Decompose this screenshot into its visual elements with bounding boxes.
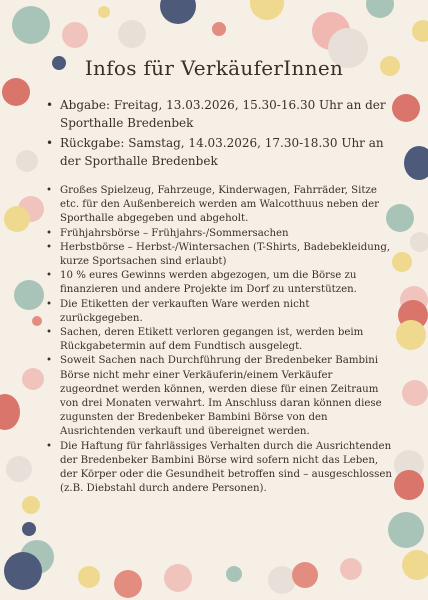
- decorative-dot: [292, 562, 318, 588]
- list-item: • Frühjahrsbörse – Frühjahrs-/Sommersachen: [46, 227, 392, 241]
- decorative-dot: [118, 20, 146, 48]
- list-item: • 10 % eures Gewinns werden abgezogen, um die Börse zu finanzieren und andere Projekte im Dorf zu unterstützen.: [46, 269, 392, 297]
- list-item-rueckgabe: • Rückgabe: Samstag, 14.03.2026, 17.30-18.30 Uhr an der Sporthalle Bredenbek: [46, 134, 396, 170]
- list-item: • Herbstbörse – Herbst-/Wintersachen (T-Shirts, Badebekleidung, kurze Sportsachen sind erlaubt): [46, 241, 392, 269]
- decorative-dot: [16, 150, 38, 172]
- decorative-dot: [392, 94, 420, 122]
- list-item: • Soweit Sachen nach Durchführung der Bredenbeker Bambini Börse nicht mehr einer Verkäuferin/einem Verkäufer zugeordnet werden können, werden diese für einen Zeitraum von drei Monaten verwahrt. Im Anschluss daran können diese zugunsten der Bredenbeker Bambini Börse von den Ausrichtenden verkauft und übereignet werden.: [46, 354, 392, 439]
- decorative-dot: [250, 0, 284, 20]
- list-item-abgabe: • Abgabe: Freitag, 13.03.2026, 15.30-16.30 Uhr an der Sporthalle Bredenbek: [46, 96, 396, 132]
- list-item: • Großes Spielzeug, Fahrzeuge, Kinderwagen, Fahrräder, Sitze etc. für den Außenbereich werden am Walcotthuus neben der Sporthalle abgegeben und abgeholt.: [46, 184, 392, 227]
- decorative-dot: [212, 22, 226, 36]
- decorative-dot: [62, 22, 88, 48]
- decorative-dot: [22, 522, 36, 536]
- decorative-dot: [388, 512, 424, 548]
- list-item: • Die Haftung für fahrlässiges Verhalten durch die Ausrichtenden der Bredenbeker Bambini Börse wird sofern nicht das Leben, der Körper oder die Gesundheit betroffen sind – ausgeschlossen (z.B. Diebstahl durch andere Personen).: [46, 440, 392, 497]
- decorative-dot: [402, 380, 428, 406]
- decorative-dot: [226, 566, 242, 582]
- decorative-dot: [410, 232, 428, 252]
- decorative-dot: [404, 146, 428, 180]
- info-list: [46, 184, 392, 496]
- dates-list: [46, 96, 396, 172]
- decorative-dot: [2, 78, 30, 106]
- decorative-dot: [340, 558, 362, 580]
- decorative-dot: [4, 206, 30, 232]
- decorative-dot: [14, 280, 44, 310]
- decorative-dot: [22, 496, 40, 514]
- decorative-dot: [394, 470, 424, 500]
- decorative-dot: [114, 570, 142, 598]
- decorative-dot: [366, 0, 394, 18]
- list-item: • Sachen, deren Etikett verloren gegangen ist, werden beim Rückgabetermin auf dem Fundtisch ausgelegt.: [46, 326, 392, 354]
- decorative-dot: [78, 566, 100, 588]
- decorative-dot: [402, 550, 428, 580]
- list-item: • Die Etiketten der verkauften Ware werden nicht zurückgegeben.: [46, 298, 392, 326]
- decorative-dot: [392, 252, 412, 272]
- decorative-dot: [4, 552, 42, 590]
- decorative-dot: [22, 368, 44, 390]
- decorative-dot: [32, 316, 42, 326]
- decorative-dot: [12, 6, 50, 44]
- decorative-dot: [98, 6, 110, 18]
- decorative-dot: [412, 20, 428, 42]
- decorative-dot: [0, 394, 20, 430]
- decorative-dot: [160, 0, 196, 24]
- decorative-dot: [396, 320, 426, 350]
- decorative-dot: [6, 456, 32, 482]
- page-title: Infos für VerkäuferInnen: [84, 56, 344, 80]
- decorative-dot: [164, 564, 192, 592]
